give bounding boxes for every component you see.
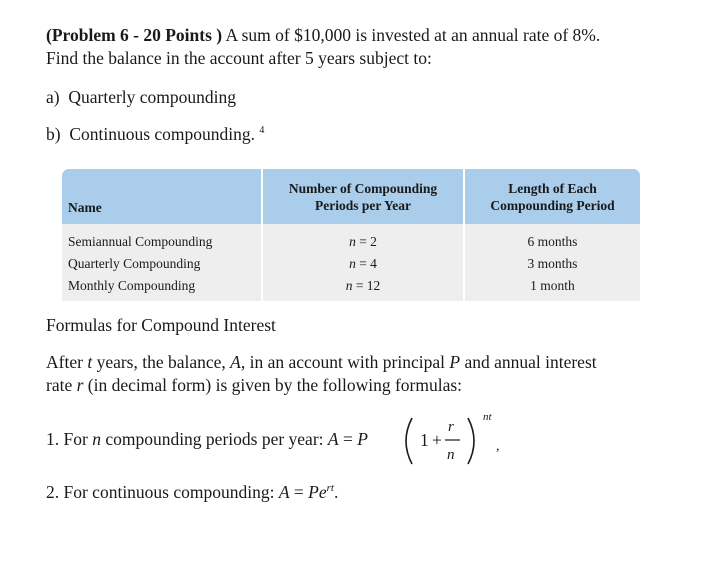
problem-label: (Problem 6 - 20 Points ) <box>46 25 223 45</box>
row-periods: n = 12 <box>262 275 464 301</box>
formula-one: 1 <box>420 430 429 450</box>
part-a-marker: a) <box>46 87 60 107</box>
row-length: 1 month <box>464 275 640 301</box>
formulas-intro-line1: After t years, the balance, A, in an account with principal P and annual interest <box>46 352 597 372</box>
part-a-text: Quarterly compounding <box>68 87 237 107</box>
formula-1-label: 1. For n compounding periods per year: A = P <box>46 429 368 449</box>
header-periods-line1: Number of Compounding <box>288 180 438 196</box>
formula-plus: + <box>432 430 442 450</box>
row-length: 6 months <box>464 224 640 253</box>
formulas-intro-line2: rate r (in decimal form) is given by the following formulas: <box>46 375 463 395</box>
header-length <box>464 169 640 224</box>
formula-2: 2. For continuous compounding: $A = Pe^{rt}$. <box>46 482 339 502</box>
row-name: Monthly Compounding <box>62 275 262 301</box>
part-b-marker: b) <box>46 124 61 144</box>
header-name: Name <box>62 169 262 224</box>
table-row <box>62 253 640 275</box>
header-length-line2: Compounding Period <box>490 197 615 213</box>
left-paren-icon <box>406 418 412 464</box>
row-length: 3 months <box>464 253 640 275</box>
problem-statement <box>46 25 600 46</box>
header-periods <box>262 169 464 224</box>
formula-comma: , <box>496 439 500 454</box>
row-periods: n = 2 <box>262 224 464 253</box>
right-paren-icon <box>468 418 474 464</box>
compound-formula-svg <box>398 408 508 474</box>
row-periods: n = 4 <box>262 253 464 275</box>
formula-denominator: n <box>447 447 455 463</box>
problem-text: A sum of $10,000 is invested at an annual rate of 8%. <box>225 25 601 45</box>
header-periods-line2: Periods per Year <box>315 197 411 213</box>
formulas-heading: Formulas for Compound Interest <box>46 315 276 335</box>
part-b-text: Continuous compounding. <box>69 124 256 144</box>
compounding-table <box>62 169 640 301</box>
table-header-row <box>62 169 640 224</box>
formula-numerator: r <box>448 419 454 435</box>
table-row <box>62 224 640 253</box>
header-length-line1: Length of Each <box>508 180 597 196</box>
table-row <box>62 275 640 301</box>
footnote-marker: 4 <box>259 125 265 136</box>
row-name: Semiannual Compounding <box>62 224 262 253</box>
part-b <box>46 124 264 145</box>
problem-text-line2: Find the balance in the account after 5 years subject to: <box>46 48 432 68</box>
formula-exponent: nt <box>483 411 492 423</box>
part-a <box>46 87 236 108</box>
row-name: Quarterly Compounding <box>62 253 262 275</box>
